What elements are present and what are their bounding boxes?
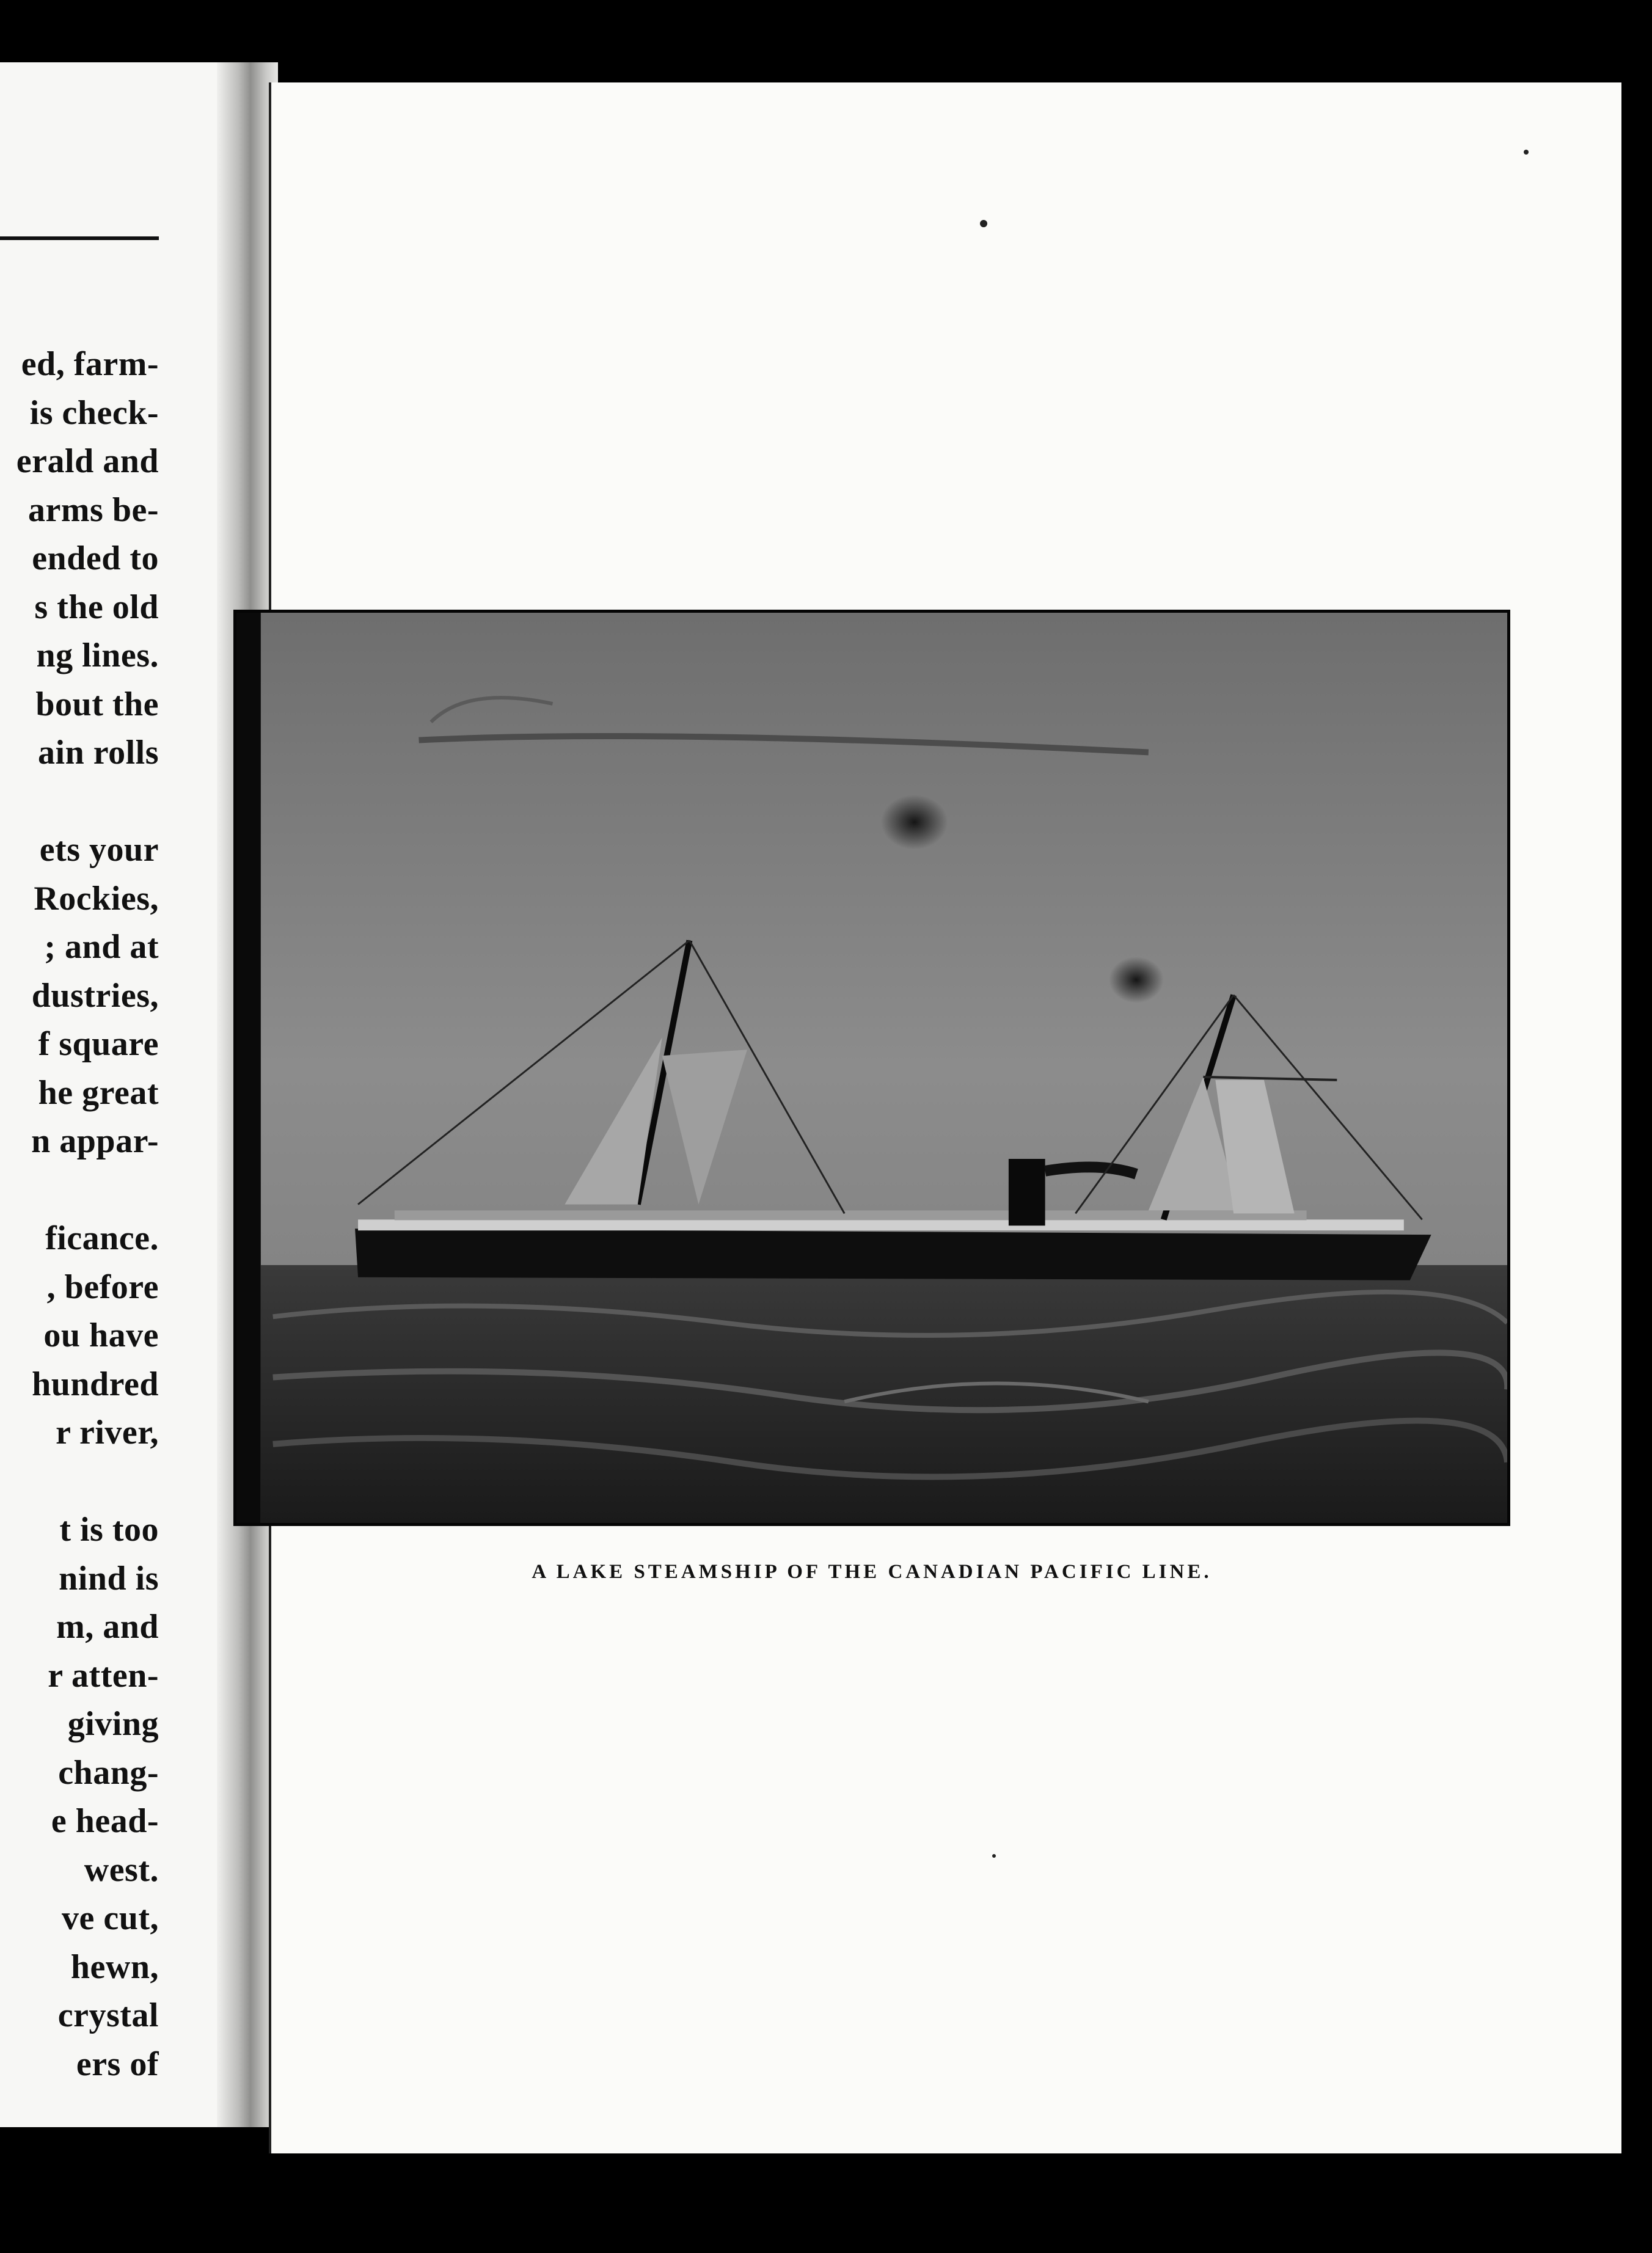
steamship-illustration	[233, 610, 1510, 1526]
text-line: crystal	[57, 1996, 159, 2034]
text-line: erald and	[16, 442, 159, 480]
text-line: ets your	[39, 831, 159, 869]
text-line: dustries,	[31, 976, 159, 1015]
text-line: f square	[38, 1025, 159, 1063]
text-line: r atten-	[48, 1656, 159, 1695]
header-rule	[0, 236, 159, 240]
text-line	[0, 778, 159, 827]
illustration-caption: A LAKE STEAMSHIP OF THE CANADIAN PACIFIC LINE.	[532, 1561, 1212, 1583]
text-line: giving	[67, 1705, 159, 1743]
steamship-image	[236, 613, 1507, 1523]
ship-hull	[355, 1229, 1431, 1280]
text-line: chang-	[58, 1753, 159, 1792]
text-line: ou have	[43, 1316, 159, 1354]
text-line: hundred	[32, 1365, 159, 1403]
text-line: n appar-	[31, 1122, 159, 1160]
text-line: ain rolls	[38, 734, 159, 772]
text-line: he great	[38, 1073, 159, 1112]
text-line: west.	[84, 1850, 159, 1889]
ink-blot	[881, 795, 948, 849]
text-line: arms be-	[28, 491, 159, 529]
text-line: nind is	[59, 1559, 159, 1598]
text-line: s the old	[34, 588, 159, 626]
ink-blot	[1109, 957, 1164, 1002]
text-line: m, and	[56, 1608, 159, 1646]
ship-funnel	[1009, 1159, 1045, 1225]
text-line: t is too	[59, 1511, 159, 1549]
text-line: ed, farm-	[21, 345, 159, 383]
text-line: ; and at	[44, 928, 159, 966]
text-line: e head-	[51, 1802, 159, 1840]
previous-page-text	[0, 340, 159, 2089]
plate-left-edge	[236, 613, 261, 1523]
text-line: r river,	[56, 1414, 159, 1451]
text-line: , before	[46, 1268, 159, 1306]
text-line: is check-	[29, 393, 159, 432]
text-line: ve cut,	[61, 1899, 159, 1937]
paper-speck	[980, 220, 987, 227]
text-line: ng lines.	[36, 637, 159, 674]
text-line: Rockies,	[34, 879, 159, 918]
paper-speck	[1524, 150, 1529, 155]
text-line	[0, 1458, 159, 1506]
ship-deck	[358, 1219, 1404, 1230]
text-line: ended to	[32, 539, 159, 577]
paper-speck	[992, 1854, 996, 1858]
text-line: ers of	[76, 2045, 159, 2083]
text-line: bout the	[35, 685, 159, 723]
text-line: ficance.	[45, 1219, 159, 1257]
text-line	[0, 1166, 159, 1215]
text-line: hewn,	[70, 1948, 159, 1986]
